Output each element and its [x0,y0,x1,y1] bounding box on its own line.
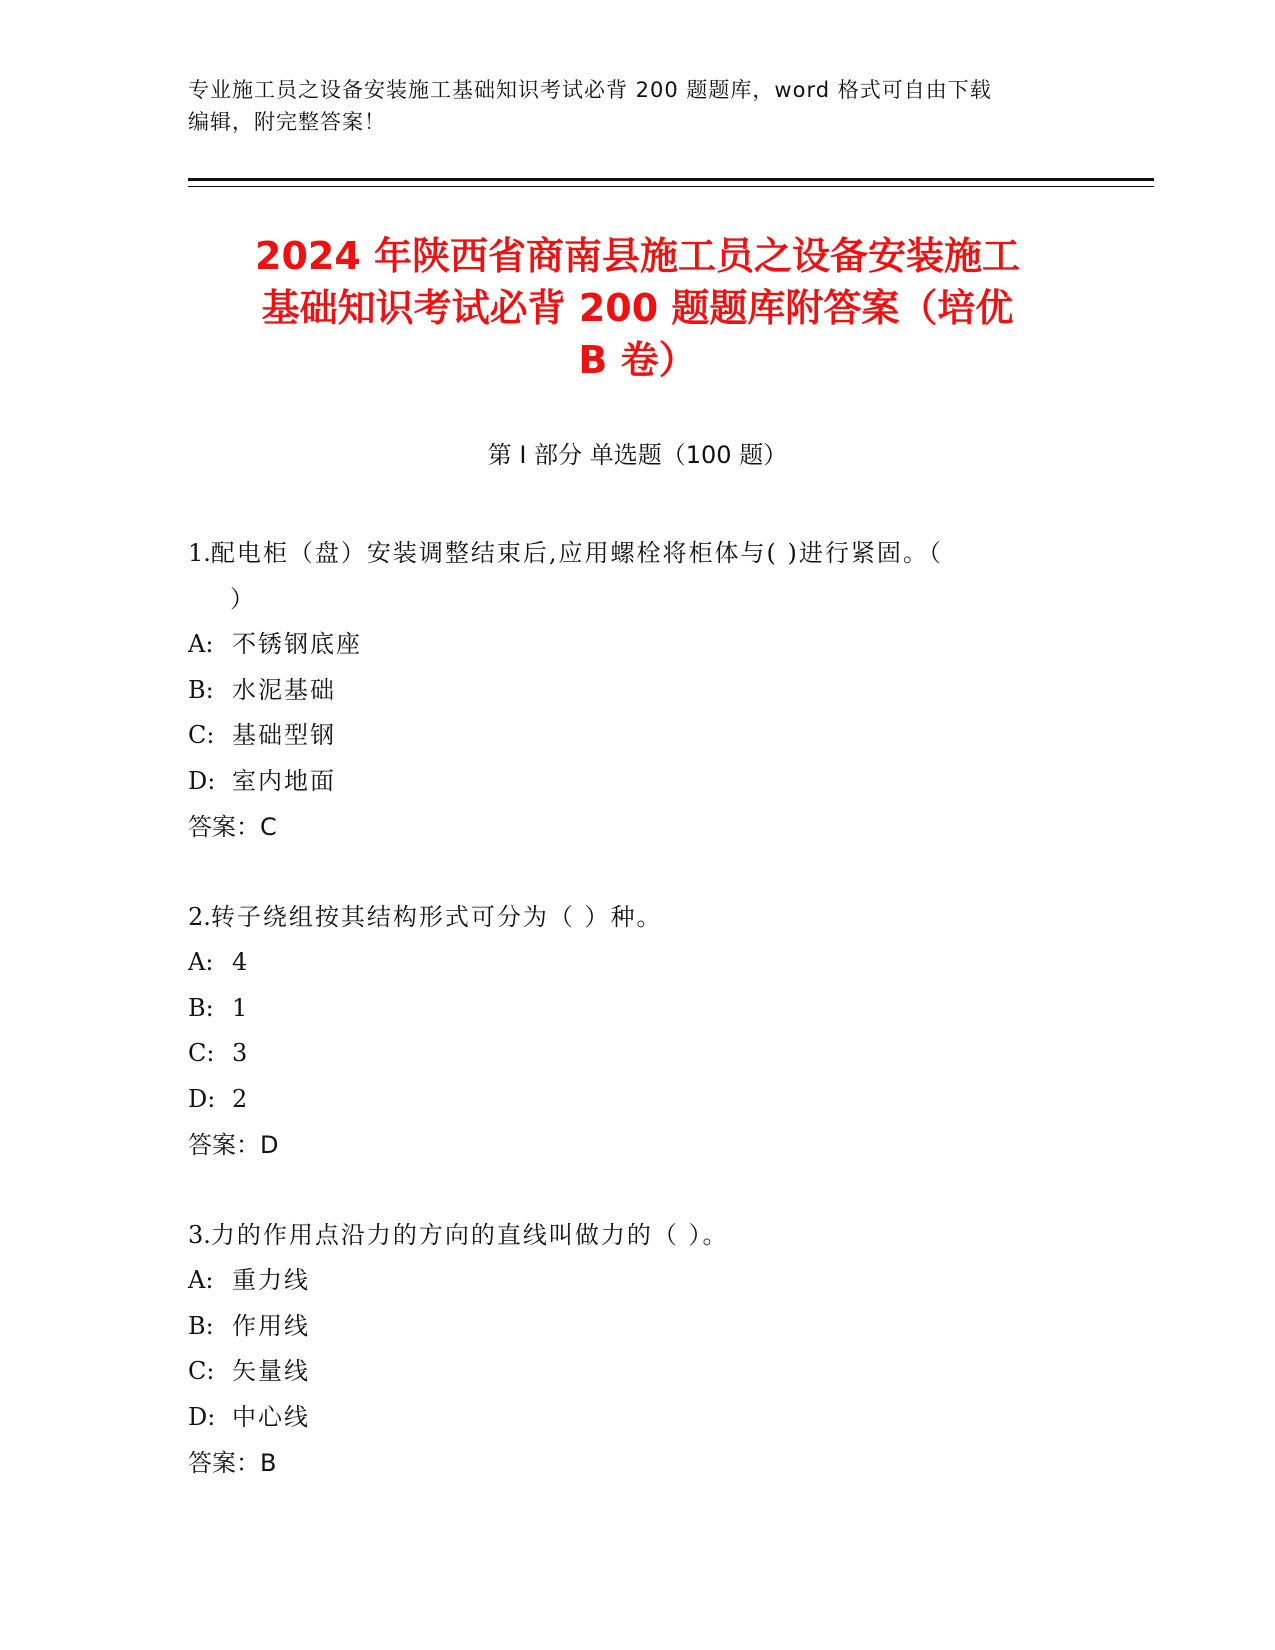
option-key: B: [188,675,214,704]
question-item [188,530,1068,850]
answer-line: 答案：B [188,1449,277,1477]
option-key: C: [188,1357,215,1385]
option-text: 中心线 [232,1402,310,1431]
option-key: A: [188,630,214,658]
answer-line: 答案：C [188,813,277,841]
question-list [188,530,1068,1530]
title-line: B 卷） [578,338,697,382]
section-title: 第 I 部分 单选题（100 题） [487,441,788,469]
option-d [188,759,1068,805]
option-text: 重力线 [232,1266,310,1294]
option-key: B: [188,993,214,1022]
header-divider-thin [188,186,1154,187]
option-text: 2 [232,1084,250,1113]
option-text: 基础型钢 [232,721,336,749]
option-text: 矢量线 [232,1357,310,1385]
question-text-continued: ） [230,585,256,613]
option-b [188,668,1068,714]
option-text: 3 [232,1039,250,1067]
question-number: 3. [188,1221,211,1249]
header-divider-thick [188,178,1154,181]
option-text: 不锈钢底座 [232,630,362,658]
option-text: 4 [232,948,250,976]
title-line: 基础知识考试必背 200 题题库附答案（培优 [261,286,1014,330]
option-key: D: [188,1402,216,1431]
header-note-line: 专业施工员之设备安装施工基础知识考试必背 200 题题库，word 格式可自由下载 [188,78,992,102]
question-text: 转子绕组按其结构形式可分为（ ）种。 [210,903,663,931]
option-c [188,713,1068,759]
option-text: 水泥基础 [232,675,336,704]
question-stem [188,1212,1068,1258]
option-text: 作用线 [232,1311,310,1340]
answer-line: 答案：D [188,1131,279,1159]
option-d [188,1395,1068,1441]
question-stem [188,530,1068,622]
question-text: 力的作用点沿力的方向的直线叫做力的（ ）。 [210,1221,729,1249]
option-a [188,940,1068,986]
option-a [188,622,1068,668]
option-text: 室内地面 [232,766,336,795]
question-text: 配电柜（盘）安装调整结束后,应用螺栓将柜体与( )进行紧固。（ [210,539,943,567]
option-key: A: [188,948,214,976]
document-title [150,230,1125,386]
option-key: B: [188,1311,214,1340]
document-header-note [188,74,1088,138]
option-a [188,1258,1068,1304]
question-stem [188,894,1068,940]
header-note-line: 编辑，附完整答案！ [188,110,386,134]
option-b [188,986,1068,1032]
option-key: C: [188,1039,215,1067]
option-key: D: [188,1084,216,1113]
title-line: 2024 年陕西省商南县施工员之设备安装施工 [255,234,1020,278]
option-key: A: [188,1266,214,1294]
option-key: D: [188,766,216,795]
option-c [188,1031,1068,1077]
question-item [188,894,1068,1168]
option-key: C: [188,721,215,749]
question-number: 2. [188,903,211,931]
option-c [188,1349,1068,1395]
option-b [188,1304,1068,1350]
question-number: 1. [188,539,211,567]
option-text: 1 [232,993,250,1022]
question-item [188,1212,1068,1486]
option-d [188,1077,1068,1123]
